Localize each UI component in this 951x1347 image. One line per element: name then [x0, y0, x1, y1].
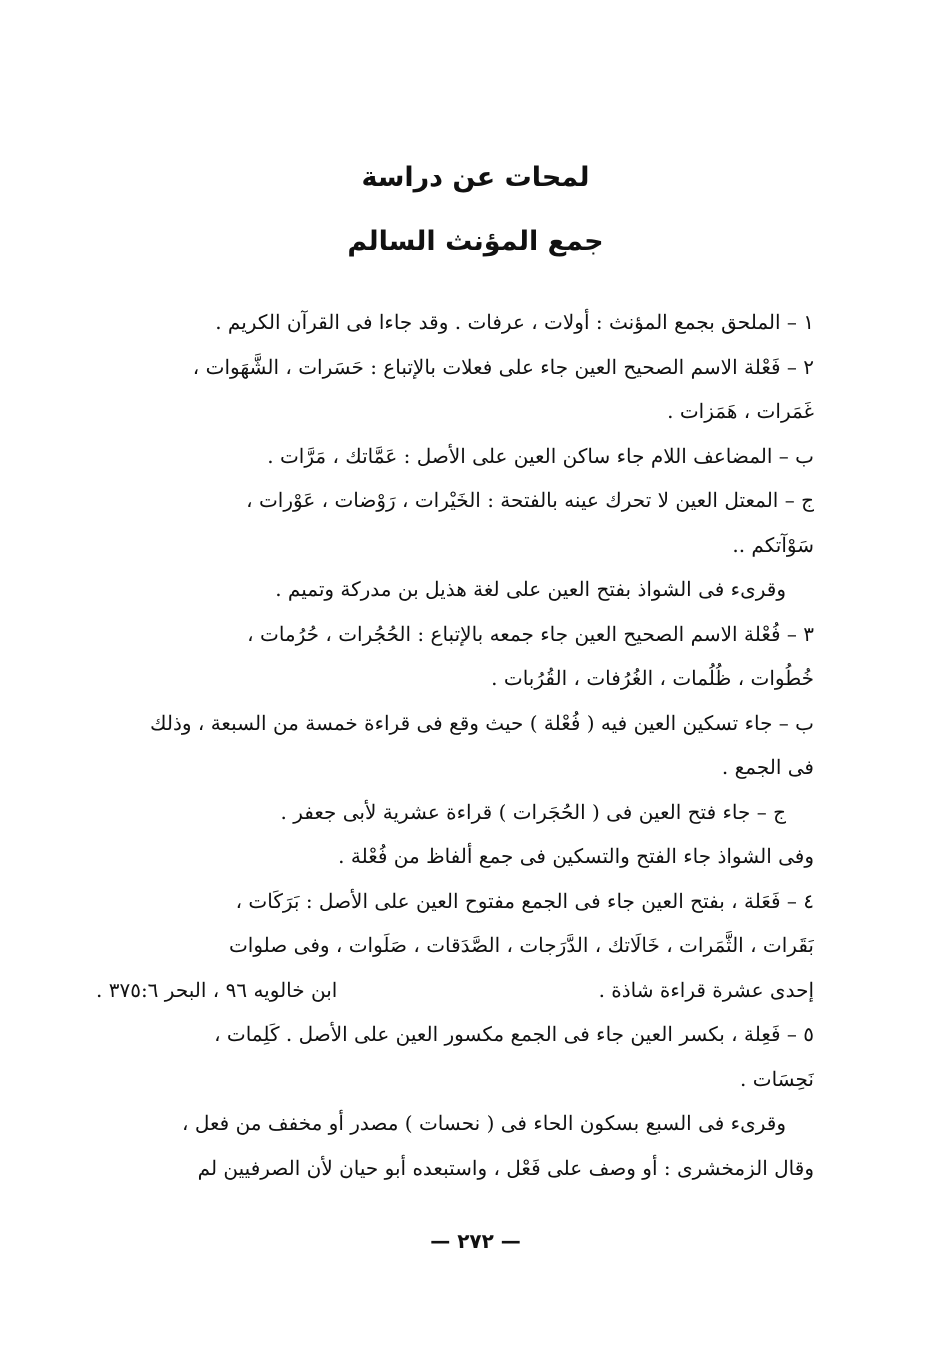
text-line: ٣ – فُعْلة الاسم الصحيح العين جاء جمعه بالإتباع : الحُجُرات ، حُرُمات ،: [247, 621, 814, 646]
text-line: ١ – الملحق بجمع المؤنث : أولات ، عرفات . وقد جاءا فى القرآن الكريم .: [215, 310, 814, 334]
text-line: ب – جاء تسكين العين فيه ( فُعْلة ) حيث وقع فى قراءة خمسة من السبعة ، وذلك: [150, 710, 814, 735]
text-line: بَقَرات ، الثَّمَرات ، خَالَاتك ، الدَّرَجات ، الصَّدَقات ، صَلَوات ، وفى صلوات: [228, 933, 814, 957]
text-line: وفى الشواذ جاء الفتح والتسكين فى جمع ألفاظ من فُعْلة .: [338, 844, 814, 868]
text-line: نَحِسَات .: [740, 1066, 814, 1091]
body-text: [96, 300, 814, 1190]
text-line: وقرىء فى السبع بسكون الحاء فى ( نحسات ) مصدر أو مخفف من فعل ،: [182, 1111, 786, 1135]
text-line: خُطُوات ، ظُلُمات ، الغُرُفات ، القُرُبات .: [491, 666, 814, 690]
text-line: سَوْآتكم ..: [732, 532, 814, 557]
text-line: فى الجمع .: [721, 755, 814, 779]
text-line: وقرىء فى الشواذ بفتح العين على لغة هذيل بن مدركة وتميم .: [275, 577, 786, 601]
text-line: وقال الزمخشرى : أو وصف على فَعْل ، واستبعده أبو حيان لأن الصرفيين لم: [197, 1155, 814, 1180]
page-number: — ٢٧٢ —: [430, 1229, 521, 1253]
text-line: غَمَرات ، هَمَزات .: [667, 399, 814, 423]
text-line: ج – جاء فتح العين فى ( الحُجَرات ) قراءة عشرية لأبى جعفر .: [280, 799, 786, 824]
page-subtitle: جمع المؤنث السالم: [347, 226, 604, 257]
text-line: ٥ – فَعِلة ، بكسر العين جاء فى الجمع مكسور العين على الأصل . كَلِمات ،: [214, 1022, 814, 1046]
text-line: ب – المضاعف اللام جاء ساكن العين على الأصل : عَمَّاتك ، مَرَّات .: [267, 443, 814, 468]
text-line: ج – المعتل العين لا تحرك عينه بالفتحة : الخَيْرات ، رَوْضات ، عَوْرات ،: [246, 488, 814, 512]
citation-note: ابن خالويه ٩٦ ، البحر ٣٧٥:٦ .: [96, 977, 338, 1002]
page-title: لمحات عن دراسة: [361, 162, 590, 193]
text-line-segment: إحدى عشرة قراءة شاذة .: [598, 977, 814, 1002]
text-line: ٢ – فَعْلة الاسم الصحيح العين جاء على فعلات بالإتباع : حَسَرات ، الشَّهَوات ،: [192, 354, 814, 379]
text-line-with-citation: [96, 968, 814, 1013]
text-line: ٤ – فَعَلة ، بفتح العين جاء فى الجمع مفتوح العين على الأصل : بَرَكَات ،: [235, 888, 814, 913]
